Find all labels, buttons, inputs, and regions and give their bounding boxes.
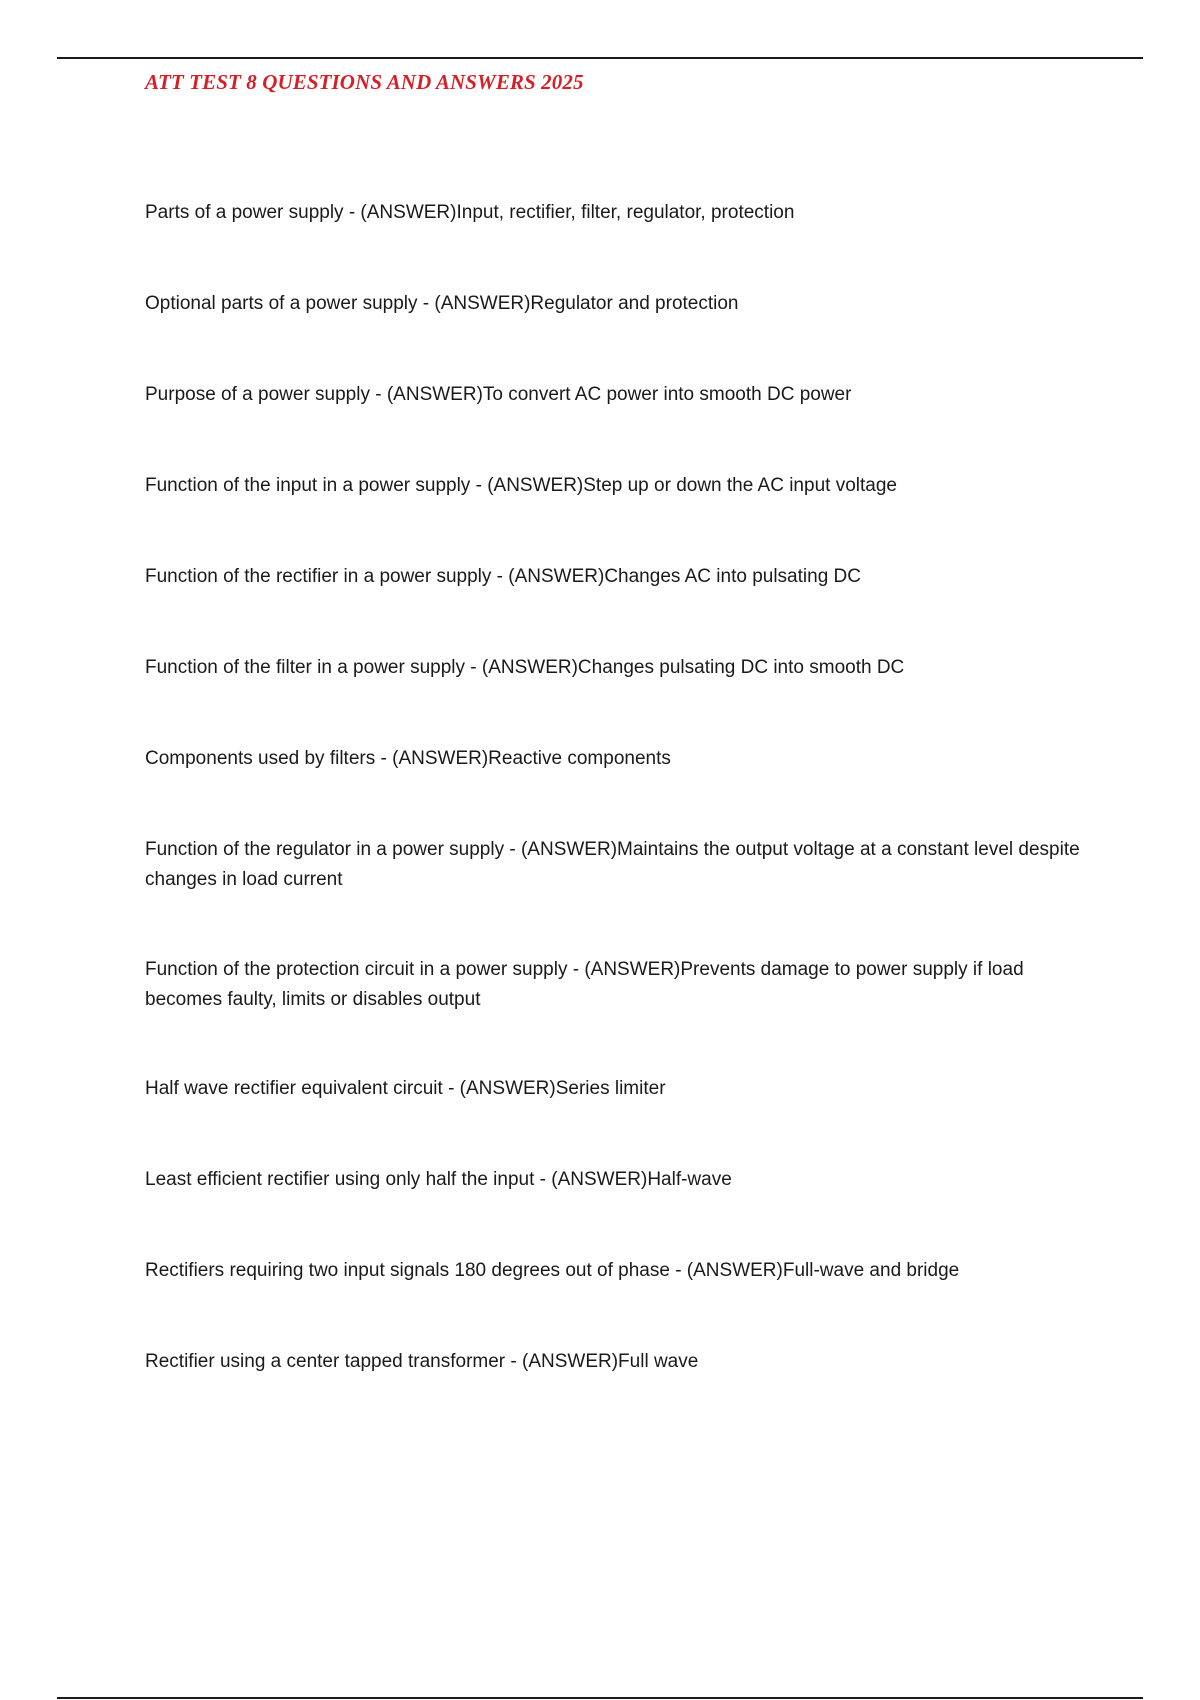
- top-rule: [57, 57, 1143, 59]
- qa-text: Least efficient rectifier using only half the input - (ANSWER)Half-wave: [145, 1169, 732, 1190]
- qa-text: Rectifier using a center tapped transformer - (ANSWER)Full wave: [145, 1351, 699, 1372]
- qa-item: [145, 198, 1095, 228]
- qa-item: [145, 835, 1095, 895]
- qa-text: Function of the filter in a power supply - (ANSWER)Changes pulsating DC into smooth DC: [145, 657, 905, 678]
- qa-text: Function of the regulator in a power supply - (ANSWER)Maintains the output voltage at a constant level despite changes in load current: [145, 839, 1080, 890]
- qa-item: [145, 1165, 1095, 1195]
- qa-text: Rectifiers requiring two input signals 180 degrees out of phase - (ANSWER)Full-wave and bridge: [145, 1260, 960, 1281]
- qa-text: Function of the protection circuit in a power supply - (ANSWER)Prevents damage to power supply if load becomes faulty, limits or disables output: [145, 959, 1024, 1010]
- qa-text: Parts of a power supply - (ANSWER)Input, rectifier, filter, regulator, protection: [145, 202, 795, 223]
- qa-item: [145, 1347, 1095, 1377]
- qa-text: Function of the rectifier in a power supply - (ANSWER)Changes AC into pulsating DC: [145, 566, 861, 587]
- qa-text: Purpose of a power supply - (ANSWER)To convert AC power into smooth DC power: [145, 384, 852, 405]
- qa-item: [145, 1256, 1095, 1286]
- qa-text: Optional parts of a power supply - (ANSWER)Regulator and protection: [145, 293, 739, 314]
- qa-text: Components used by filters - (ANSWER)Reactive components: [145, 748, 671, 769]
- qa-item: [145, 471, 1095, 501]
- qa-item: [145, 562, 1095, 592]
- qa-item: [145, 744, 1095, 774]
- qa-text: Function of the input in a power supply - (ANSWER)Step up or down the AC input voltage: [145, 475, 897, 496]
- qa-item: [145, 380, 1095, 410]
- bottom-rule: [57, 1697, 1143, 1699]
- qa-item: [145, 653, 1095, 683]
- qa-item: [145, 289, 1095, 319]
- document-title: ATT TEST 8 QUESTIONS AND ANSWERS 2025: [145, 70, 584, 94]
- qa-item: [145, 1074, 1095, 1104]
- qa-text: Half wave rectifier equivalent circuit - (ANSWER)Series limiter: [145, 1078, 666, 1099]
- qa-item: [145, 955, 1095, 1015]
